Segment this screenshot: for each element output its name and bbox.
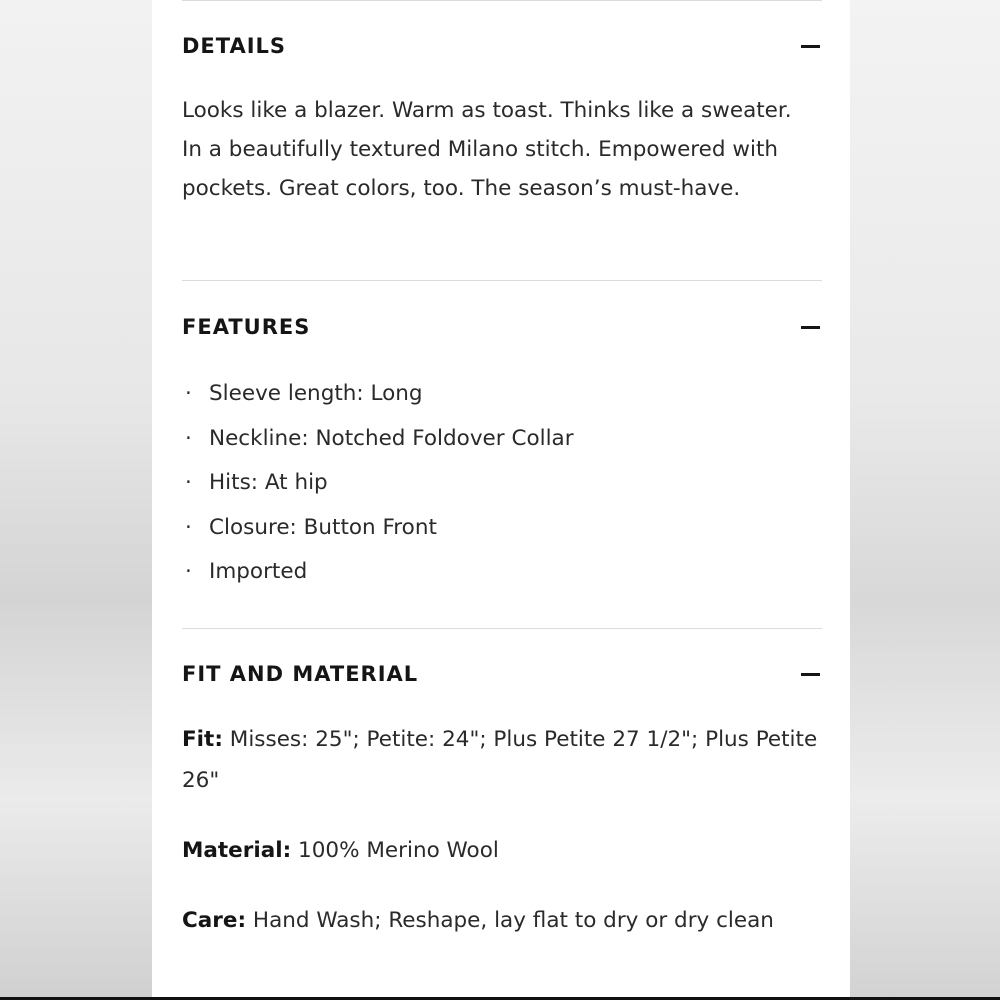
fit-label: Fit: — [182, 727, 223, 752]
product-info-panel — [152, 0, 850, 998]
fit-material-section — [182, 657, 822, 941]
fit-material-title: FIT AND MATERIAL — [182, 662, 419, 686]
care-label: Care: — [182, 908, 247, 933]
divider-details — [182, 280, 822, 281]
features-title: FEATURES — [182, 315, 311, 339]
background-right — [850, 0, 1000, 1000]
list-item: · Neckline: Notched Foldover Collar — [185, 425, 574, 451]
minus-icon[interactable] — [801, 45, 820, 48]
features-header[interactable] — [182, 310, 822, 344]
fit-spec — [182, 719, 822, 801]
divider-features — [182, 628, 822, 629]
details-title: DETAILS — [182, 34, 287, 58]
list-item: · Hits: At hip — [185, 470, 328, 496]
minus-icon[interactable] — [801, 326, 820, 329]
care-value: Hand Wash; Reshape, lay flat to dry or dry clean — [246, 908, 774, 933]
list-item: · Imported — [185, 559, 308, 585]
minus-icon[interactable] — [801, 673, 820, 676]
fit-material-header[interactable] — [182, 657, 822, 691]
details-description: Looks like a blazer. Warm as toast. Thinks like a sweater. In a beautifully textured Milano stitch. Empowered with pockets. Great colors, too. The season’s must-have. — [182, 98, 792, 201]
material-value: 100% Merino Wool — [291, 838, 499, 863]
divider-top — [182, 0, 822, 1]
details-section — [182, 29, 822, 208]
fit-value: Misses: 25"; Petite: 24"; Plus Petite 27 1/2"; Plus Petite 26" — [182, 727, 818, 793]
care-spec — [182, 900, 802, 941]
features-section — [182, 310, 822, 595]
features-list — [182, 372, 822, 595]
list-item: · Closure: Button Front — [185, 514, 437, 540]
list-item: · Sleeve length: Long — [185, 381, 423, 406]
material-label: Material: — [182, 838, 292, 863]
details-header[interactable] — [182, 29, 822, 63]
background-left — [0, 0, 152, 1000]
material-spec — [182, 830, 822, 871]
